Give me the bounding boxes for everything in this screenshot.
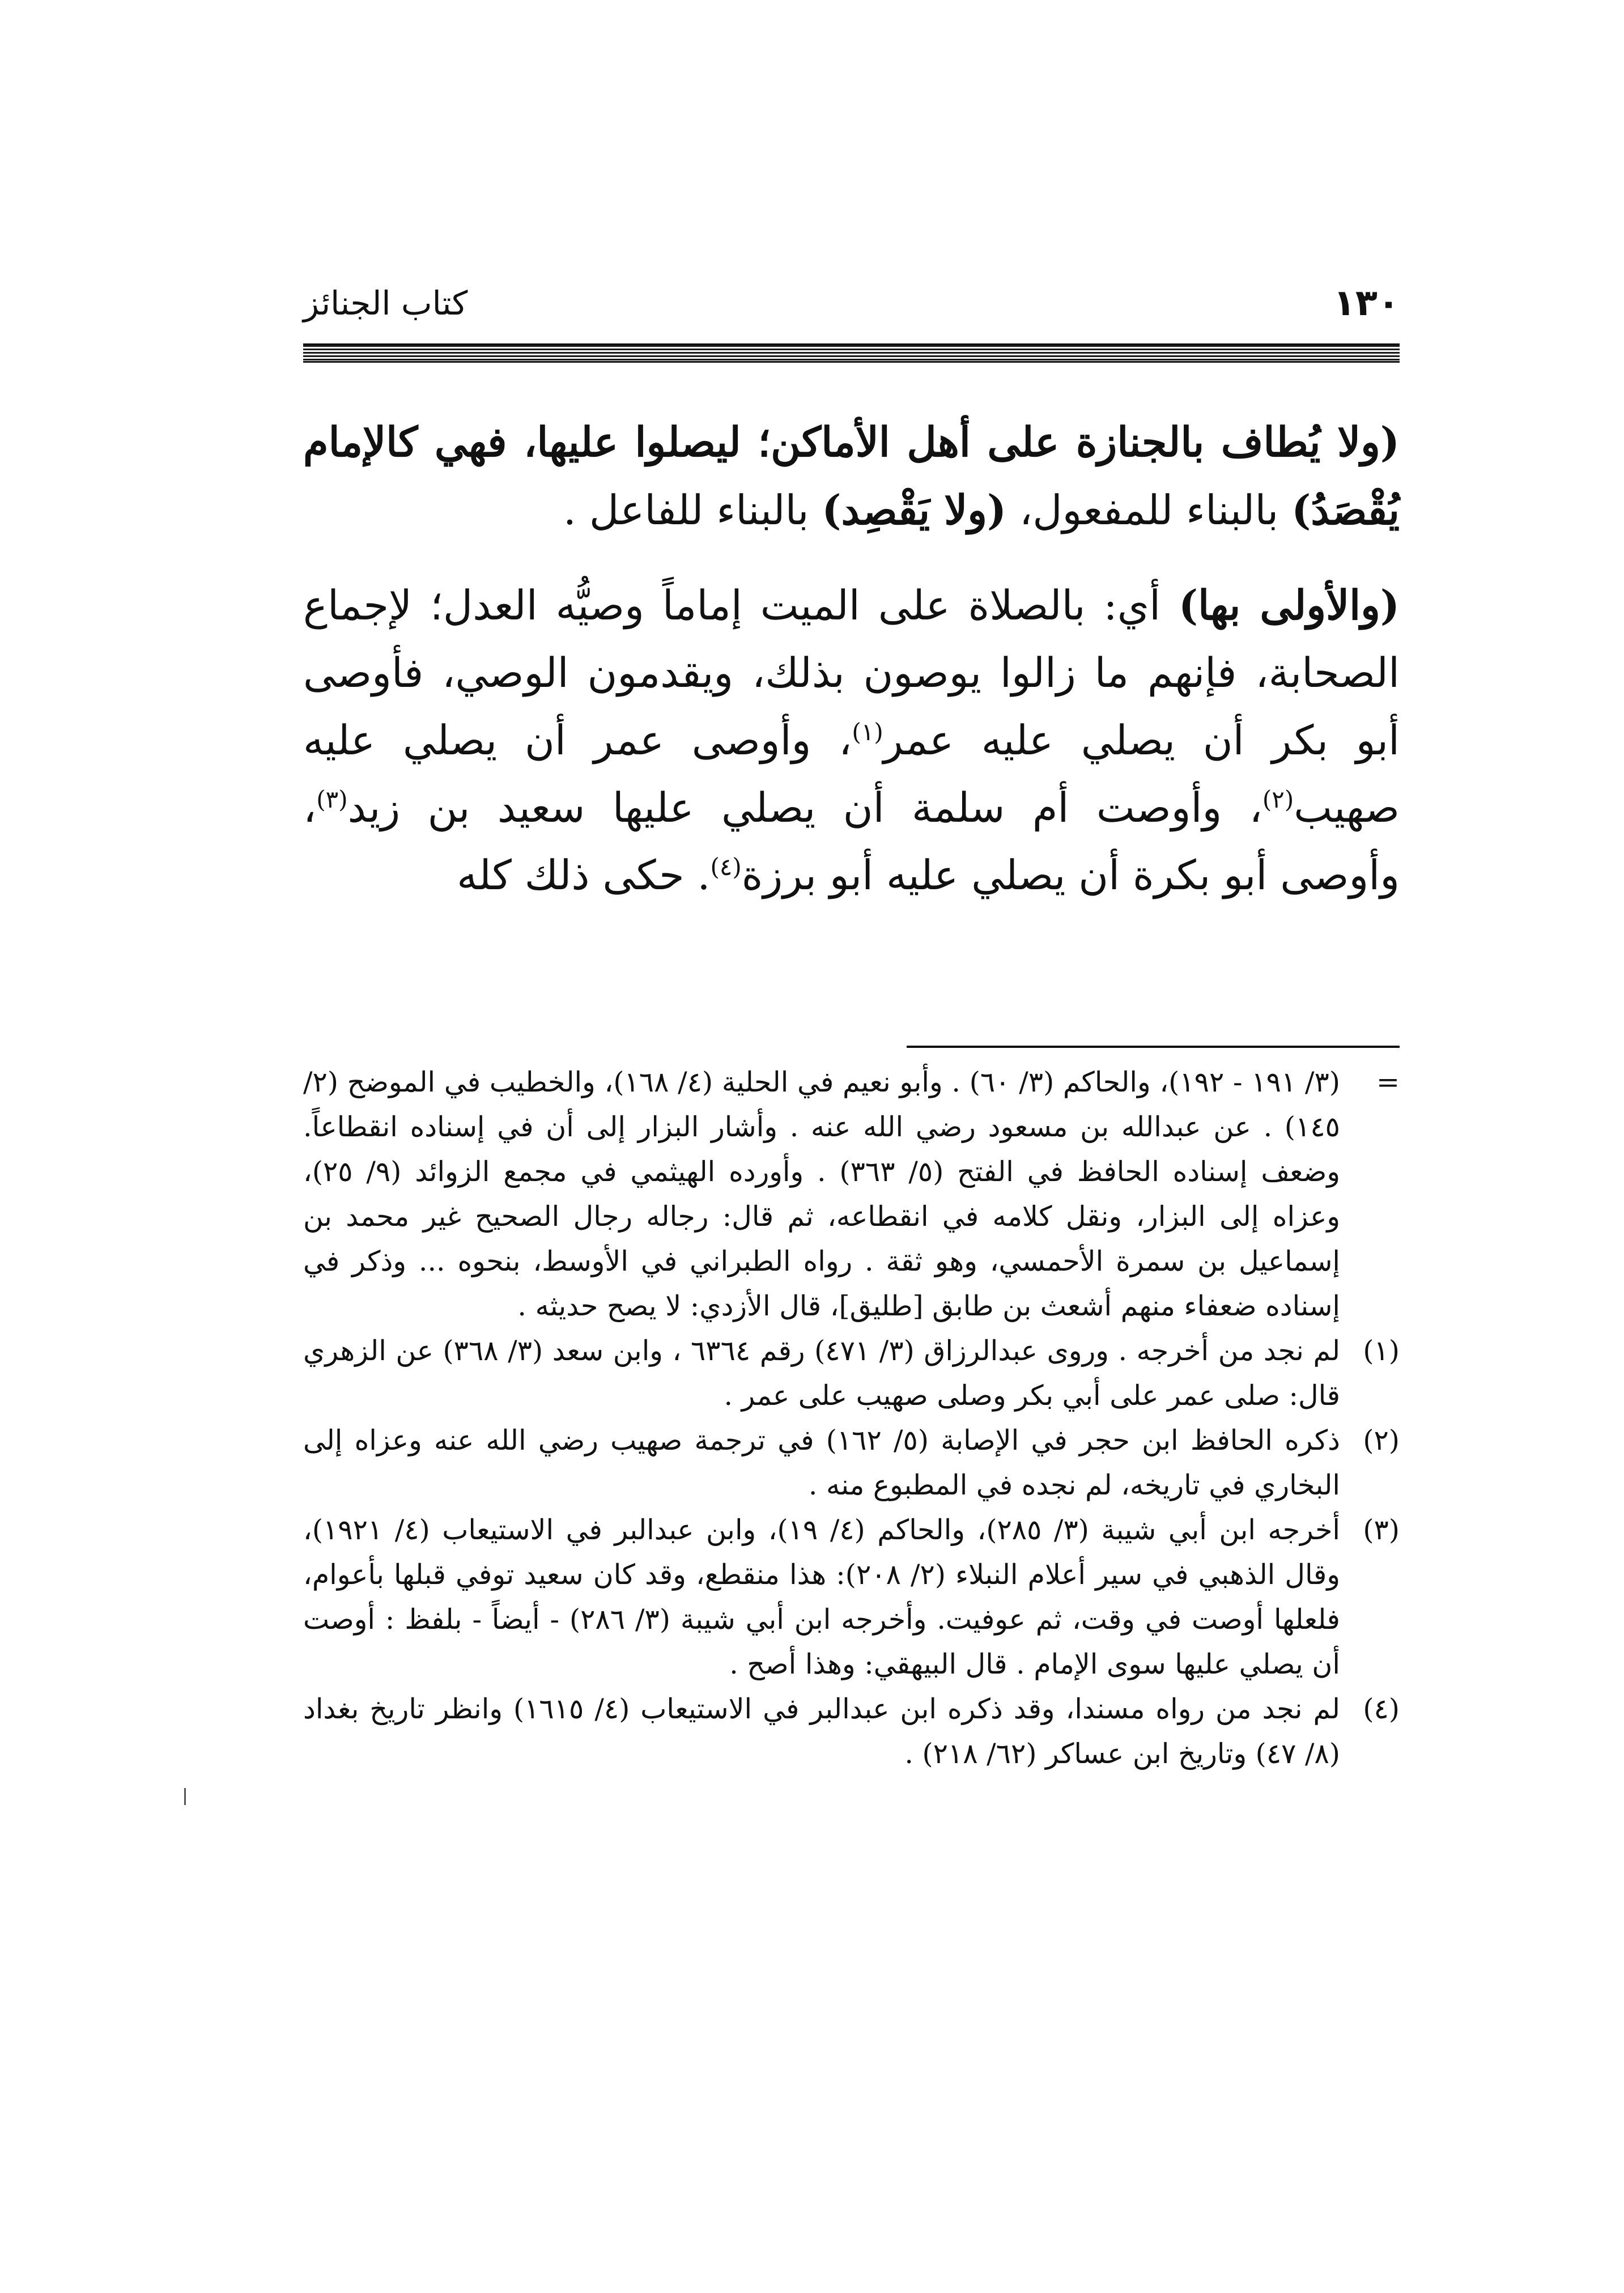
footnote-marker: = (1376, 1066, 1400, 1098)
footnote-text: ذكره الحافظ ابن حجر في الإصابة (٥/ ١٦٢) في ترجمة صهيب رضي الله عنه وعزاه إلى البخاري في تاريخه، لم نجده في المطبوع منه . (303, 1424, 1340, 1501)
running-header (303, 278, 1400, 329)
footnote-2 (303, 1418, 1400, 1508)
matn-text: (ولا يُطاف بالجنازة على أهل الأماكن؛ ليصلوا عليها، فهي كالإمام يُقْصَدُ) (303, 418, 1400, 534)
footnote-marker: (٤) (1363, 1693, 1400, 1725)
chapter-title: كتاب الجنائز (303, 284, 468, 322)
commentary-text: . حكى ذلك كله (457, 851, 711, 899)
footnote-continued (303, 1060, 1400, 1328)
footnotes (303, 1060, 1400, 1776)
main-text (303, 408, 1400, 909)
footnote-text: لم نجد من رواه مسندا، وقد ذكره ابن عبدالبر في الاستيعاب (٤/ ١٦١٥) وانظر تاريخ بغداد (٨/ ٤٧) وتاريخ ابن عساكر (٦٢/ ٢١٨) . (303, 1693, 1340, 1770)
footnote-marker: (٢) (1363, 1424, 1400, 1457)
footnote-reference[interactable]: (٤) (710, 853, 742, 881)
paragraph-2 (303, 571, 1400, 909)
matn-text: (والأولى بها) (1179, 581, 1400, 629)
header-divider (303, 343, 1400, 363)
footnote-3 (303, 1508, 1400, 1687)
matn-text: (ولا يَقْصِد) (822, 486, 1007, 534)
commentary-text: ، وأوصى عمر أن يصلي عليه صهيب (303, 716, 1400, 831)
scan-artifact (184, 1788, 186, 1805)
footnote-separator (907, 1046, 1400, 1048)
commentary-text: ، وأوصى أبو بكرة أن يصلي عليه أبو برزة (303, 784, 1400, 899)
paragraph-1 (303, 408, 1400, 544)
footnote-marker: (٣) (1363, 1514, 1400, 1546)
footnote-1 (303, 1328, 1400, 1418)
page-number: ١٣٠ (1333, 282, 1400, 324)
commentary-text: ، وأوصت أم سلمة أن يصلي عليها سعيد بن زيد (347, 784, 1262, 831)
footnote-text: لم نجد من أخرجه . وروى عبدالرزاق (٣/ ٤٧١) رقم ٦٣٦٤ ، وابن سعد (٣/ ٣٦٨) عن الزهري قال: صلى عمر على أبي بكر وصلى صهيب على عمر . (303, 1335, 1340, 1412)
commentary-text: بالبناء للمفعول، (1006, 486, 1292, 534)
commentary-text: أي: بالصلاة على الميت إماماً وصيُّه العدل؛ لإجماع الصحابة، فإنهم ما زالوا يوصون بذلك، ويقدمون الوصي، فأوصى أبو بكر أن يصلي عليه عمر (303, 581, 1400, 764)
footnote-reference[interactable]: (٢) (1262, 785, 1294, 813)
footnote-4 (303, 1687, 1400, 1776)
footnote-text: (٣/ ١٩١ - ١٩٢)، والحاكم (٣/ ٦٠) . وأبو نعيم في الحلية (٤/ ١٦٨)، والخطيب في الموضح (٢/ ١٤٥) . عن عبدالله بن مسعود رضي الله عنه . وأشار البزار إلى أن في إسناده انقطاعاً. وضعف إسناده الحافظ في الفتح (٥/ ٣٦٣) . وأورده الهيثمي في مجمع الزوائد (٩/ ٢٥)، وعزاه إلى البزار، ونقل كلامه في انقطاعه، ثم قال: رجاله رجال الصحيح غير محمد بن إسماعيل بن سمرة الأحمسي، وهو ثقة . رواه الطبراني في الأوسط، بنحوه ... وذكر في إسناده ضعفاء منهم أشعث بن طابق [طليق]، قال الأزدي: لا يصح حديثه . (303, 1066, 1340, 1322)
footnote-text: أخرجه ابن أبي شيبة (٣/ ٢٨٥)، والحاكم (٤/ ١٩)، وابن عبدالبر في الاستيعاب (٤/ ١٩٢١)، وقال الذهبي في سير أعلام النبلاء (٢/ ٢٠٨): هذا منقطع، وقد كان سعيد توفي قبلها بأعوام، فلعلها أوصت في وقت، ثم عوفيت. وأخرجه ابن أبي شيبة (٣/ ٢٨٦) - أيضاً - بلفظ : أوصت أن يصلي عليها سوى الإمام . قال البيهقي: وهذا أصح . (303, 1514, 1340, 1680)
footnote-reference[interactable]: (١) (852, 718, 883, 746)
footnote-reference[interactable]: (٣) (316, 785, 348, 813)
footnote-marker: (١) (1363, 1335, 1400, 1367)
commentary-text: بالبناء للفاعل . (563, 486, 822, 534)
